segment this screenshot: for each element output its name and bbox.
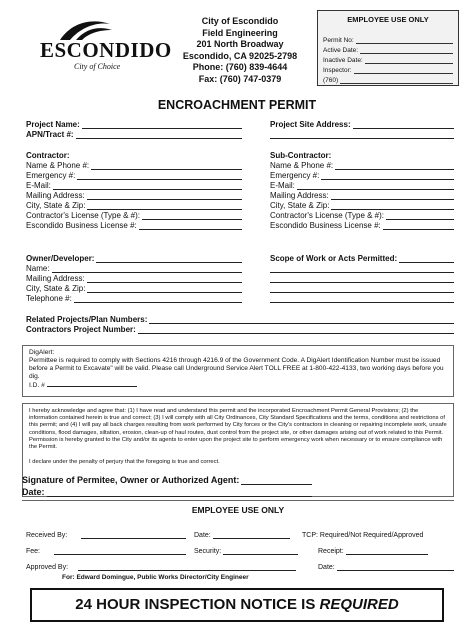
contractor-city-field[interactable]: City, State & Zip: [26, 200, 242, 210]
inspection-notice-banner [30, 588, 444, 622]
address-line: Phone: (760) 839-4644 [192, 62, 288, 73]
logo-wordmark: ESCONDIDO [40, 38, 172, 62]
sub-emergency-field[interactable]: Emergency #: [270, 170, 454, 180]
employee-box-title: EMPLOYEE USE ONLY [347, 15, 429, 24]
inspector-field[interactable]: Inspector: [323, 64, 453, 74]
form-title: ENCROACHMENT PERMIT [157, 98, 317, 112]
scope-line[interactable] [270, 293, 454, 303]
security-field[interactable]: Security: [194, 546, 298, 555]
sub-email-field[interactable]: E-Mail: [270, 180, 454, 190]
active-date-field[interactable]: Active Date: [323, 44, 453, 54]
contractor-emergency-field[interactable]: Emergency #: [26, 170, 242, 180]
sub-mailing-field[interactable]: Mailing Address: [270, 190, 454, 200]
right-project-block [270, 119, 454, 139]
scope-of-work-field[interactable]: Scope of Work or Acts Permitted: [270, 253, 454, 263]
project-name-field[interactable]: Project Name: [26, 119, 242, 129]
project-site-address-line2[interactable] [270, 129, 454, 139]
owner-block [26, 253, 242, 303]
fee-field[interactable]: Fee: [26, 546, 186, 555]
related-block [26, 314, 454, 334]
address-line: City of Escondido [201, 16, 279, 26]
sub-license-field[interactable]: Contractor's License (Type & #): [270, 210, 454, 220]
owner-name-field[interactable]: Name: [26, 263, 242, 273]
employee-section-title: EMPLOYEE USE ONLY [191, 505, 285, 515]
address-line: Field Engineering [202, 27, 278, 38]
notice-text: 24 HOUR INSPECTION NOTICE IS [75, 596, 320, 613]
sub-business-license-field[interactable]: Escondido Business License #: [270, 220, 454, 230]
owner-mailing-field[interactable]: Mailing Address: [26, 273, 242, 283]
approved-by-field[interactable]: Approved By: [26, 562, 296, 571]
contractor-mailing-field[interactable]: Mailing Address: [26, 190, 242, 200]
permit-no-field[interactable]: Permit No: [323, 34, 453, 44]
office-address [176, 16, 304, 86]
acknowledgement-text: I hereby acknowledge and agree that: (1) I have read and understand this permit and the incorporated Encroachment Permit General Provisions; (2) the information contained herein is true and correct; (3) I will comply with all City Ordinances, City Standard Specifications and the terms, conditions and restrictions of this permit; and (4) I will pay all back charges resulting from work performed by City forces or the City's contractors in cleaning or repairing incomplete work, unsafe conditions, flood damages, siltation, erosion, clean-up of haul routes, dust control from the project site, or other damages arising out of work related to this Permit. Permission is hereby granted to the City and/or its agents to enter upon the project site to perform emergency work when necessary or to ensure compliance with the Permit. [29, 408, 447, 451]
apn-field[interactable]: APN/Tract #: [26, 129, 242, 139]
tcp-status: TCP: Required/Not Required/Approved [302, 532, 424, 539]
sub-contractor-heading: Sub-Contractor: [270, 151, 332, 160]
scope-line[interactable] [270, 263, 454, 273]
employee-use-box [317, 10, 459, 86]
receipt-field[interactable]: Receipt: [318, 546, 428, 555]
notice-emphasis: REQUIRED [319, 596, 399, 613]
owner-city-field[interactable]: City, State & Zip: [26, 283, 242, 293]
owner-telephone-field[interactable]: Telephone #: [26, 293, 242, 303]
digalert-notice [22, 345, 454, 397]
project-site-address-field[interactable]: Project Site Address: [270, 119, 454, 129]
left-project-block [26, 119, 242, 139]
sub-contractor-block [270, 150, 454, 230]
city-logo [32, 18, 172, 76]
contractor-business-license-field[interactable]: Escondido Business License #: [26, 220, 242, 230]
contractor-name-field[interactable]: Name & Phone #: [26, 160, 242, 170]
contractor-license-field[interactable]: Contractor's License (Type & #): [26, 210, 242, 220]
contractor-email-field[interactable]: E-Mail: [26, 180, 242, 190]
contractor-block [26, 150, 242, 230]
phone-field[interactable]: (760) [323, 74, 453, 84]
address-line: Fax: (760) 747-0379 [198, 73, 282, 84]
scope-block [270, 253, 454, 303]
approved-date-field[interactable]: Date: [318, 562, 454, 571]
sub-name-field[interactable]: Name & Phone #: [270, 160, 454, 170]
sub-city-field[interactable]: City, State & Zip: [270, 200, 454, 210]
contractor-heading: Contractor: [26, 151, 70, 160]
signature-date-field[interactable]: Date: [22, 485, 312, 497]
address-line: 201 North Broadway [196, 39, 284, 50]
scope-line[interactable] [270, 273, 454, 283]
address-line: Escondido, CA 92025-2798 [182, 50, 298, 61]
digalert-text: Permittee is required to comply with Sections 4216 through 4216.9 of the Government Code. A DigAlert Identification Number must be issued before a Permit to Excavate" will be valid. Please call Underground Service Alert TOLL FREE at 1-800-422-4133, two working days before you dig. [29, 357, 444, 380]
digalert-id-field[interactable]: I.D. # [29, 381, 447, 390]
received-by-field[interactable]: Received By: [26, 530, 186, 539]
digalert-label: DigAlert: [29, 349, 55, 356]
inactive-date-field[interactable]: Inactive Date: [323, 54, 453, 64]
signature-field[interactable]: Signature of Permitee, Owner or Authorized Agent : [22, 473, 312, 485]
owner-field[interactable]: Owner/Developer: [26, 253, 242, 263]
signature-block [22, 473, 312, 497]
logo-tagline: City of Choice [74, 62, 121, 71]
contractors-project-number-field[interactable]: Contractors Project Number: [26, 324, 454, 334]
approver-name: For: Edward Domingue, Public Works Director/City Engineer [62, 574, 249, 581]
related-projects-field[interactable]: Related Projects/Plan Numbers: [26, 314, 454, 324]
perjury-statement: I declare under the penalty of perjury that the foregoing is true and correct. [29, 459, 220, 466]
received-date-field[interactable]: Date: [194, 530, 290, 539]
scope-line[interactable] [270, 283, 454, 293]
